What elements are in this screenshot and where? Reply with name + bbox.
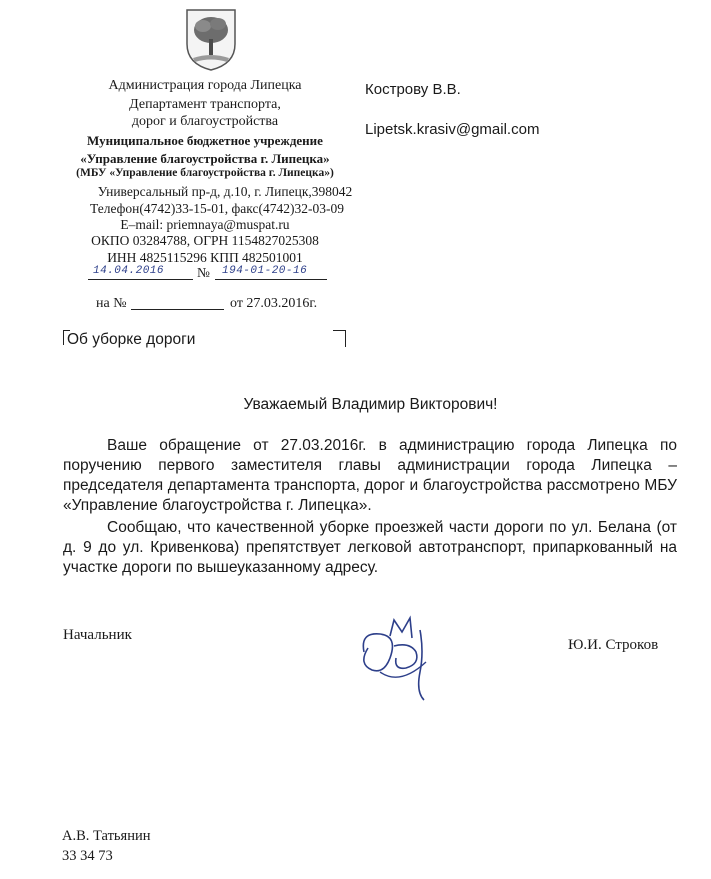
header-email: E–mail: priemnaya@muspat.ru: [120, 217, 290, 232]
signatory-name: Ю.И. Строков: [568, 637, 659, 653]
subject-bracket-right: [333, 330, 346, 347]
greeting: Уважаемый Владимир Викторович!: [243, 396, 498, 413]
coat-of-arms-emblem: [183, 6, 239, 72]
executor-name: А.В. Татьянин: [62, 828, 151, 844]
reference-date: от 27.03.2016г.: [230, 296, 318, 311]
reference-number-line: [131, 309, 224, 310]
registration-date: 14.04.2016: [93, 265, 165, 277]
subject-line: Об уборке дороги: [67, 331, 196, 348]
header-department-2: дорог и благоустройства: [131, 114, 279, 129]
recipient-email: Lipetsk.krasiv@gmail.com: [365, 121, 540, 138]
header-inn-kpp: ИНН 4825115296 КПП 482501001: [107, 250, 303, 265]
header-department: Департамент транспорта,: [129, 97, 281, 112]
handwritten-signature: [350, 612, 440, 702]
header-address: Универсальный пр-д, д.10, г. Липецк,398042: [97, 184, 353, 199]
recipient-name: Кострову В.В.: [365, 81, 461, 98]
header-institution-name: «Управление благоустройства г. Липецка»: [80, 151, 330, 166]
registration-date-line: [88, 279, 193, 280]
registration-number-line: [215, 279, 327, 280]
executor-phone: 33 34 73: [62, 848, 113, 864]
header-phone-fax: Телефон(4742)33-15-01, факс(4742)32-03-09: [89, 201, 344, 216]
header-institution-short: (МБУ «Управление благоустройства г. Липецка»): [76, 167, 334, 179]
header-okpo-ogrn: ОКПО 03284788, ОГРН 1154827025308: [91, 233, 319, 248]
signatory-title: Начальник: [63, 627, 132, 643]
paragraph-2: Сообщаю, что качественной уборке проезжей части дороги по ул. Белана (от д. 9 до ул. Кривенкова) препятствует легковой автотранспорт, припаркованный на участке дороги по вышеуказанному адресу.: [63, 519, 677, 576]
letter-body: [63, 436, 677, 578]
registration-number-label: №: [197, 265, 210, 280]
paragraph-1: Ваше обращение от 27.03.2016г. в администрацию города Липецка по поручению первого заместителя главы администрации города Липецка – председателя департамента транспорта, дорог и благоустройства рассмотрено МБУ «Управление благоустройства г. Липецка».: [63, 437, 677, 514]
reference-prefix: на №: [96, 296, 127, 311]
registration-number: 194-01-20-16: [222, 265, 308, 277]
header-org-name: Администрация города Липецка: [108, 78, 302, 93]
header-institution-type: Муниципальное бюджетное учреждение: [87, 133, 323, 148]
